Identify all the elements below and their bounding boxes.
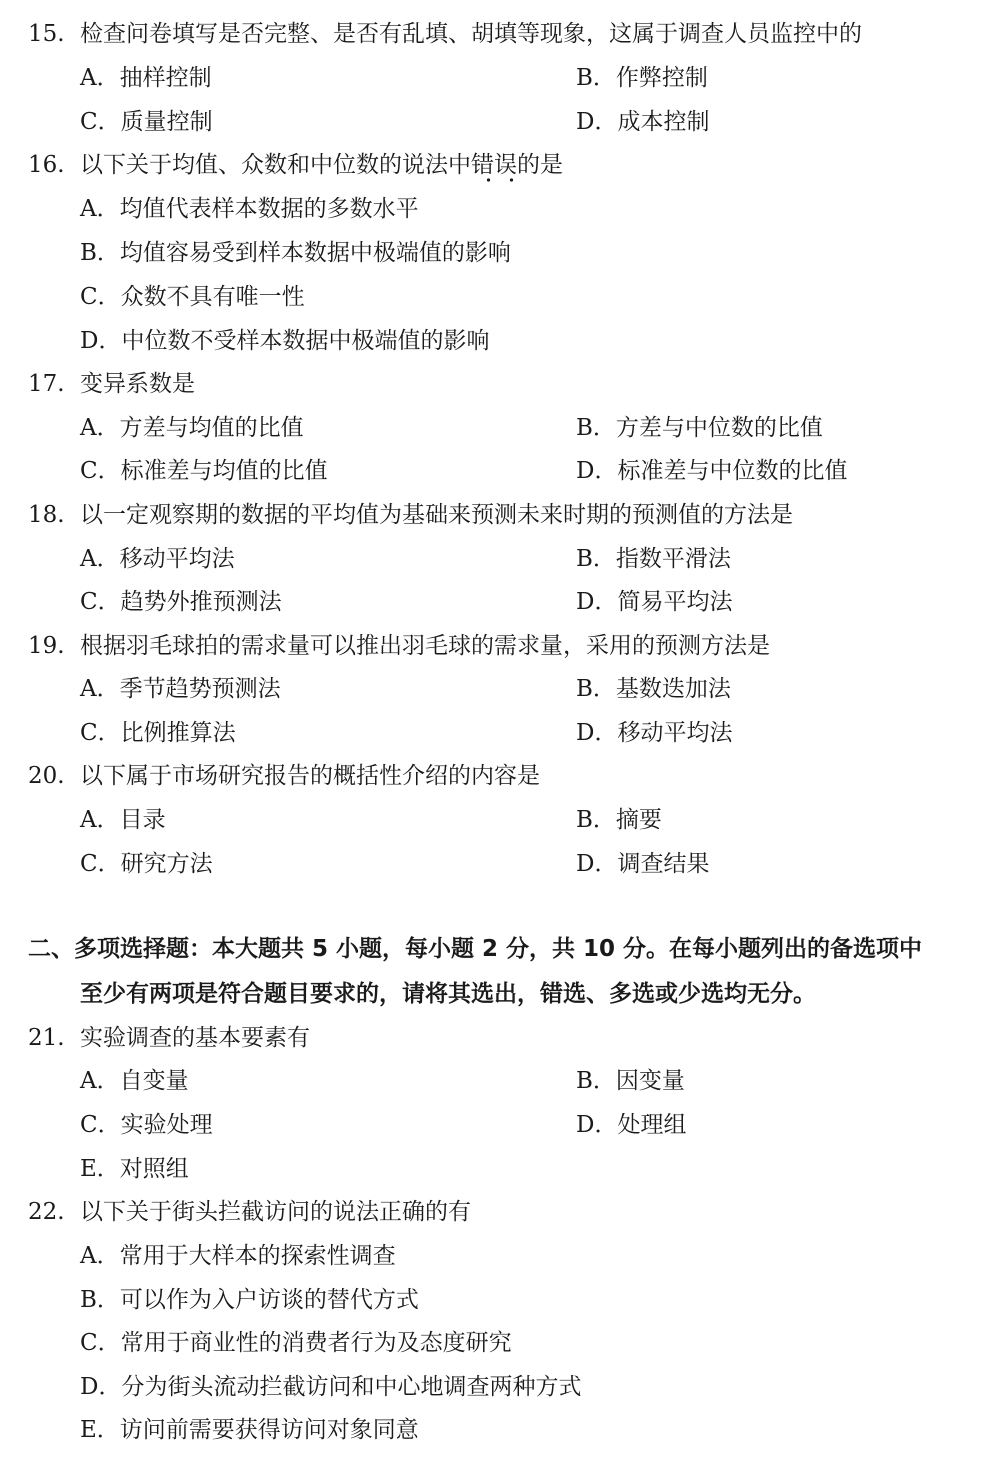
question-number: 22. bbox=[28, 1199, 65, 1225]
option-b: B．作弊控制 bbox=[576, 65, 708, 91]
option-a: A．均值代表样本数据的多数水平 bbox=[80, 196, 419, 222]
question-stem: 以下关于街头拦截访问的说法正确的有 bbox=[80, 1199, 471, 1225]
option-d: D．移动平均法 bbox=[576, 720, 733, 746]
option-d: D．简易平均法 bbox=[576, 589, 733, 615]
option-b: B．指数平滑法 bbox=[576, 546, 731, 572]
option-b: B．可以作为入户访谈的替代方式 bbox=[80, 1287, 419, 1313]
question-number: 17. bbox=[28, 371, 65, 397]
option-d: D．中位数不受样本数据中极端值的影响 bbox=[80, 328, 490, 354]
stem-text: 的是 bbox=[517, 152, 563, 178]
option-c: C．研究方法 bbox=[80, 851, 213, 877]
option-a: A．抽样控制 bbox=[80, 65, 212, 91]
question-number: 16. bbox=[28, 152, 65, 178]
option-b: B．均值容易受到样本数据中极端值的影响 bbox=[80, 240, 511, 266]
option-b: B．因变量 bbox=[576, 1068, 685, 1094]
emphasis-text: 错误 bbox=[471, 152, 517, 178]
section-heading: 二、多项选择题：本大题共 5 小题，每小题 2 分，共 10 分。在每小题列出的备选项中 bbox=[28, 936, 923, 962]
option-d: D．调查结果 bbox=[576, 851, 710, 877]
question-number: 21. bbox=[28, 1025, 65, 1051]
option-b: B．基数迭加法 bbox=[576, 676, 731, 702]
option-b: B．摘要 bbox=[576, 807, 662, 833]
option-d: D．处理组 bbox=[576, 1112, 687, 1138]
option-c: C．趋势外推预测法 bbox=[80, 589, 282, 615]
option-a: A．目录 bbox=[80, 807, 166, 833]
option-d: D．标准差与中位数的比值 bbox=[576, 458, 848, 484]
option-a: A．季节趋势预测法 bbox=[80, 676, 281, 702]
question-number: 20. bbox=[28, 763, 65, 789]
question-stem: 以下属于市场研究报告的概括性介绍的内容是 bbox=[80, 763, 540, 789]
stem-text: 以下关于均值、众数和中位数的说法中 bbox=[80, 152, 471, 178]
option-a: A．移动平均法 bbox=[80, 546, 235, 572]
option-c: C．质量控制 bbox=[80, 109, 213, 135]
question-stem: 以一定观察期的数据的平均值为基础来预测未来时期的预测值的方法是 bbox=[80, 502, 793, 528]
question-stem: 检查问卷填写是否完整、是否有乱填、胡填等现象，这属于调查人员监控中的 bbox=[80, 21, 862, 47]
option-e: E．对照组 bbox=[80, 1156, 189, 1182]
option-c: C．标准差与均值的比值 bbox=[80, 458, 328, 484]
question-stem: 实验调查的基本要素有 bbox=[80, 1025, 310, 1051]
question-number: 18. bbox=[28, 502, 65, 528]
option-a: A．自变量 bbox=[80, 1068, 189, 1094]
option-a: A．常用于大样本的探索性调查 bbox=[80, 1243, 396, 1269]
option-c: C．常用于商业性的消费者行为及态度研究 bbox=[80, 1330, 512, 1356]
question-number: 15. bbox=[28, 21, 65, 47]
option-c: C．实验处理 bbox=[80, 1112, 213, 1138]
question-number: 19. bbox=[28, 633, 65, 659]
option-c: C．比例推算法 bbox=[80, 720, 236, 746]
section-instructions: 至少有两项是符合题目要求的，请将其选出，错选、多选或少选均无分。 bbox=[80, 981, 816, 1007]
option-a: A．方差与均值的比值 bbox=[80, 415, 304, 441]
question-stem: 变异系数是 bbox=[80, 371, 195, 397]
option-d: D．成本控制 bbox=[576, 109, 710, 135]
option-d: D．分为街头流动拦截访问和中心地调查两种方式 bbox=[80, 1374, 582, 1400]
question-stem: 根据羽毛球拍的需求量可以推出羽毛球的需求量，采用的预测方法是 bbox=[80, 633, 770, 659]
option-b: B．方差与中位数的比值 bbox=[576, 415, 823, 441]
option-e: E．访问前需要获得访问对象同意 bbox=[80, 1417, 419, 1443]
option-c: C．众数不具有唯一性 bbox=[80, 284, 305, 310]
question-stem bbox=[80, 143, 563, 187]
